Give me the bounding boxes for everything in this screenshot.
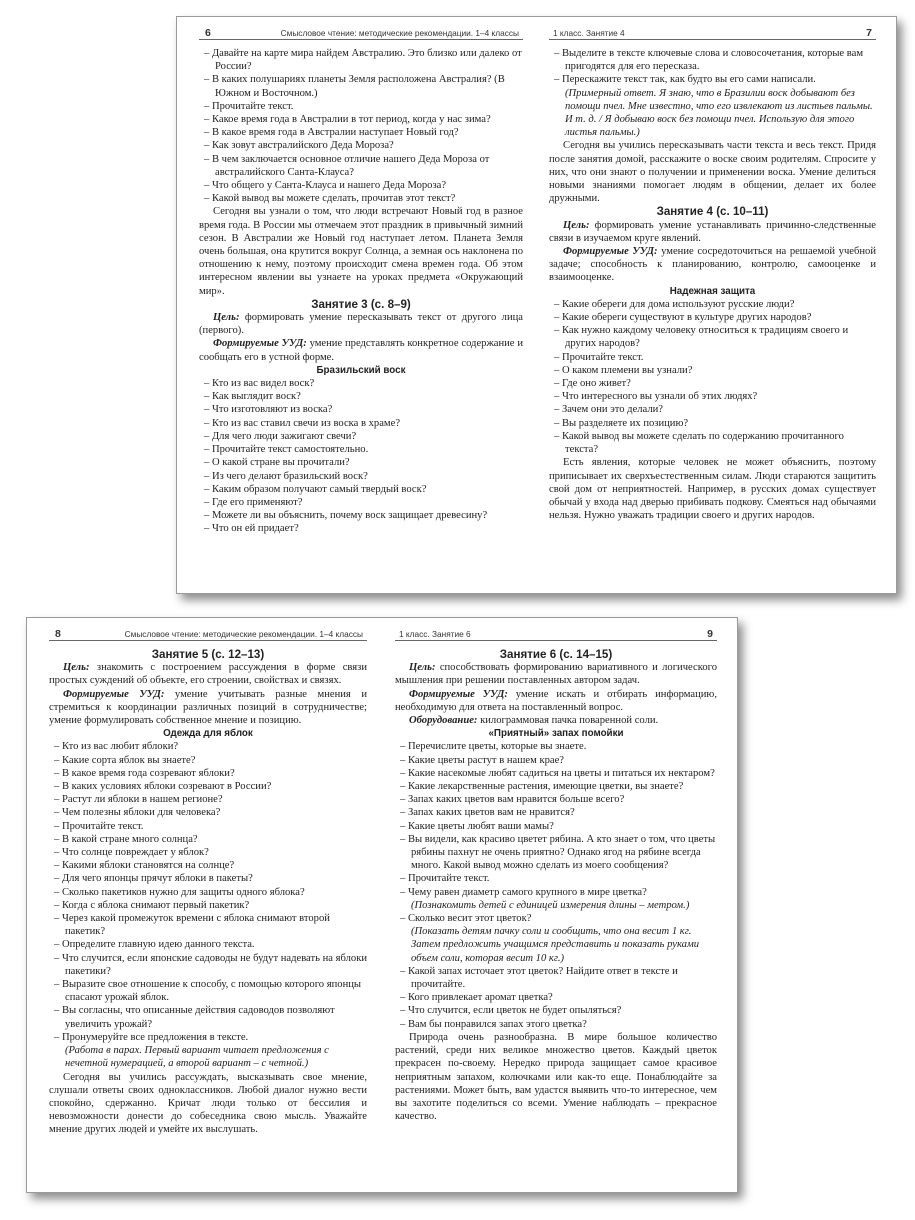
- field-label: Формируемые УУД:: [213, 338, 307, 350]
- page-body: [199, 47, 523, 536]
- question-item: – Прочитайте текст самостоятельно.: [204, 444, 369, 456]
- question-item: – В какое время года созревают яблоки?: [54, 767, 235, 779]
- question-item: – Какой вывод вы можете сделать по содержанию прочитанного текста?: [554, 430, 844, 456]
- question-item: – Какие цветы любят ваши мамы?: [400, 820, 554, 832]
- question-item: – Прочитайте текст.: [54, 820, 144, 832]
- question-item: – В чем заключается основное отличие нашего Деда Мороза от австралийского Санта-Клауса?: [204, 153, 490, 178]
- note-text: (Примерный ответ. Я знаю, что в Бразилии воск добывают без помощи пчел. Мне известно, что его извлекают из листьев пальмы. И т. д. / Я добываю воск без помощи пчел. Использую для этого листья пальмы.): [565, 87, 873, 139]
- question-item: – Какие цветы растут в нашем крае?: [400, 754, 564, 766]
- question-item: – Запах каких цветов вам не нравится?: [400, 807, 575, 819]
- lesson-field: [199, 337, 523, 363]
- question-item: – Вы разделяете их позицию?: [554, 417, 689, 429]
- field-text: умение сосредоточиться на решаемой учебной задаче; способность к планированию, контролю, самооценке и взаимооценке.: [549, 246, 876, 284]
- question-item: – Для чего люди зажигают свечи?: [204, 430, 357, 442]
- lesson-field: [549, 219, 876, 245]
- field-text: умение искать и отбирать информацию, необходимую для ответа на поставленный вопрос.: [395, 688, 717, 713]
- note-text: (Работа в парах. Первый вариант читает предложения с нечетной нумерацией, а второй вариант – с четной.): [65, 1045, 329, 1070]
- question-item: – В какой стране много солнца?: [54, 833, 198, 845]
- page-header: [549, 17, 876, 40]
- question-item: – Какой вывод вы можете сделать, прочитав этот текст?: [204, 193, 456, 205]
- page-6: [199, 17, 523, 593]
- question-item: – Можете ли вы объяснить, почему воск защищает древесину?: [204, 510, 488, 522]
- question-item: – Что случится, если цветок не будет опыляться?: [400, 1005, 622, 1017]
- lesson-field: [395, 714, 717, 727]
- note-text: (Показать детям пачку соли и сообщить, что она весит 1 кг. Затем предложить учащимся представить и показать руками объем соли, которая весит 10 кг.): [411, 926, 700, 964]
- question-item: – Какие насекомые любят садиться на цветы и питаться их нектаром?: [400, 767, 715, 779]
- lesson-heading: Занятие 6 (с. 14–15): [499, 648, 613, 661]
- question-item: – Какие лекарственные растения, имеющие цветки, вы знаете?: [400, 781, 684, 793]
- note-text: (Познакомить детей с единицей измерения длины – метром.): [411, 899, 690, 911]
- question-item: – Перескажите текст так, как будто вы его сами написали.: [554, 74, 816, 86]
- running-title: Смысловое чтение: методические рекомендации. 1–4 классы: [280, 28, 519, 38]
- question-item: – Какой запах источает этот цветок? Найдите ответ в тексте и прочитайте.: [400, 965, 678, 991]
- question-item: – Прочитайте текст.: [204, 100, 294, 112]
- lesson-field: [395, 661, 717, 687]
- page-header: [395, 618, 717, 641]
- text-title: «Приятный» запах помойки: [488, 728, 624, 740]
- lesson-heading: Занятие 3 (с. 8–9): [311, 297, 411, 311]
- field-text: формировать умение устанавливать причинно-следственные связи в изучаемом круге явлений.: [549, 219, 876, 244]
- lesson-field: [49, 661, 367, 687]
- page-number: 9: [707, 628, 713, 640]
- lesson-field: [49, 688, 367, 728]
- question-item: – В каких условиях яблоки созревают в России?: [54, 781, 272, 793]
- running-title: 1 класс. Занятие 4: [553, 28, 625, 38]
- question-item: – Кого привлекает аромат цветка?: [400, 992, 553, 1004]
- question-item: – Какие обереги для дома используют русские люди?: [554, 298, 795, 310]
- paragraph: Сегодня вы учились пересказывать части текста и весь текст. Придя после занятия домой, расскажите о воске своим родителям. Спросите у них, что они знают о получении и применении воска. Умение делиться новыми знаниями помогает людям в общении, делает их более дружными.: [549, 140, 876, 205]
- question-item: – Чем полезны яблоки для человека?: [54, 807, 221, 819]
- question-item: – Что общего у Санта-Клауса и нашего Деда Мороза?: [204, 180, 447, 192]
- paragraph: Сегодня вы узнали о том, что люди встречают Новый год в разное время года. В России мы отмечаем этот праздник в привычный зимний сезон. В Австралии же Новый год наступает летом. Планета Земля очень большая, она крутится вокруг Солнца, а земная ось наклонена по отношению к нему, поэтому происходит смена времен года. Об этом интересном явлении вы узнаете на уроках предмета «Окружающий мир».: [199, 206, 523, 297]
- page-number: 8: [55, 628, 61, 640]
- question-item: – В какое время года в Австралии наступает Новый год?: [204, 127, 459, 139]
- question-item: – Вам бы понравился запах этого цветка?: [400, 1018, 587, 1030]
- question-item: – Сколько пакетиков нужно для защиты одного яблока?: [54, 886, 305, 898]
- question-item: – Какими яблоки становятся на солнце?: [54, 860, 235, 872]
- page-9: [395, 618, 717, 1192]
- field-label: Цель:: [63, 662, 90, 674]
- text-title: Бразильский воск: [316, 364, 406, 376]
- question-item: – Когда с яблока снимают первый пакетик?: [54, 899, 250, 911]
- question-item: – Выразите свое отношение к способу, с помощью которого японцы спасают урожай яблок.: [54, 979, 362, 1004]
- page-header: [49, 618, 367, 641]
- page-body: [549, 47, 876, 522]
- question-item: – Что интересного вы узнали об этих людях?: [554, 391, 758, 403]
- question-item: – Кто из вас любит яблоки?: [54, 741, 179, 753]
- question-item: – Где оно живет?: [554, 378, 631, 390]
- text-title: Одежда для яблок: [163, 728, 253, 740]
- page-8: [49, 618, 367, 1192]
- lesson-heading: Занятие 4 (с. 10–11): [656, 205, 769, 219]
- question-item: – Прочитайте текст.: [554, 351, 644, 363]
- page-body: [395, 648, 717, 1123]
- question-item: – Вы видели, как красиво цветет рябина. А кто знает о том, что цветы рябины пахнут не очень приятно? Однако ягод на рябине всегда много. Какой вывод можно сделать из моего сообщения?: [400, 833, 716, 872]
- page-number: 6: [205, 27, 211, 39]
- field-label: Цель:: [213, 312, 240, 324]
- book-spread-pages-6-7: [176, 16, 897, 594]
- field-text: умение представлять конкретное содержание и сообщать его в устной форме.: [199, 338, 524, 363]
- page-header: [199, 17, 523, 40]
- page-7: [549, 17, 876, 593]
- question-item: – Что солнце повреждает у яблок?: [54, 847, 209, 859]
- text-title: Надежная защита: [669, 285, 756, 297]
- question-item: – Сколько весит этот цветок?: [400, 913, 532, 925]
- question-item: – Через какой промежуток времени с яблока снимают второй пакетик?: [54, 913, 330, 938]
- question-item: – О какой стране вы прочитали?: [204, 457, 350, 469]
- lesson-heading: Занятие 5 (с. 12–13): [151, 648, 265, 661]
- question-item: – О каком племени вы узнали?: [554, 364, 693, 376]
- question-item: – Запах каких цветов вам нравится больше всего?: [400, 794, 625, 806]
- question-item: – Что случится, если японские садоводы не будут надевать на яблоки пакетики?: [54, 952, 368, 977]
- question-item: – Как зовут австралийского Деда Мороза?: [204, 140, 394, 152]
- question-item: – Вы согласны, что описанные действия садоводов позволяют увеличить урожай?: [54, 1005, 335, 1030]
- lesson-field: [199, 311, 523, 337]
- book-spread-pages-8-9: [26, 617, 738, 1193]
- question-item: – Прочитайте текст.: [400, 873, 490, 885]
- question-item: – В каких полушариях планеты Земля расположена Австралия? (В Южном и Восточном.): [204, 74, 505, 99]
- question-item: – Какие обереги существуют в культуре других народов?: [554, 312, 812, 324]
- lesson-field: [549, 245, 876, 285]
- field-label: Цель:: [409, 662, 436, 674]
- running-title: Смысловое чтение: методические рекомендации. 1–4 классы: [124, 629, 363, 639]
- field-text: формировать умение пересказывать текст от другого лица (первого).: [199, 312, 523, 337]
- question-item: – Зачем они это делали?: [554, 404, 664, 416]
- field-text: способствовать формированию вариативного и логического мышления при решении поставленных автором задач.: [395, 662, 717, 687]
- lesson-field: [395, 688, 717, 714]
- field-text: килограммовая пачка поваренной соли.: [477, 715, 659, 727]
- question-item: – Какое время года в Австралии в тот период, когда у нас зима?: [204, 114, 491, 126]
- page-number: 7: [866, 27, 872, 39]
- question-item: – Растут ли яблоки в нашем регионе?: [54, 794, 223, 806]
- question-item: – Как выглядит воск?: [204, 391, 301, 403]
- field-text: знакомить с построением рассуждения в форме связи простых суждений об объекте, его строении, свойствах и связях.: [49, 662, 367, 687]
- field-label: Формируемые УУД:: [63, 688, 165, 700]
- question-item: – Перечислите цветы, которые вы знаете.: [400, 741, 587, 753]
- question-item: – Пронумеруйте все предложения в тексте.: [54, 1031, 249, 1043]
- question-item: – Выделите в тексте ключевые слова и словосочетания, которые вам пригодятся для его пересказа.: [554, 48, 864, 73]
- field-label: Формируемые УУД:: [409, 688, 508, 700]
- field-label: Оборудование:: [409, 715, 478, 727]
- running-title: 1 класс. Занятие 6: [399, 629, 471, 639]
- question-item: – Давайте на карте мира найдем Австралию. Это близко или далеко от России?: [204, 48, 522, 73]
- field-label: Формируемые УУД:: [563, 246, 658, 258]
- question-item: – Кто из вас видел воск?: [204, 378, 315, 390]
- question-item: – Что он ей придает?: [204, 523, 299, 535]
- question-item: – Чему равен диаметр самого крупного в мире цветка?: [400, 886, 647, 898]
- paragraph: Сегодня вы учились рассуждать, высказывать свое мнение, слушали ответы своих одноклассников. Любой диалог нужно вести спокойно, сдержанно. Кричат люди только от бессилия и невозможности донести до собеседника свою мысль. Уважайте мнение других людей и умейте их выслушать.: [49, 1071, 367, 1136]
- question-item: – Каким образом получают самый твердый воск?: [204, 483, 427, 495]
- paragraph: Есть явления, которые человек не может объяснить, поэтому приписывает их сверхъестественным силам. Люди стараются защитить свой дом от неприятностей. Например, в русских домах существует обычай у входа над дверью прибивать подкову. Смеяться над обычаями нельзя. Нужно уважать традиции своего и других народов.: [549, 457, 876, 522]
- field-label: Цель:: [563, 219, 590, 231]
- question-item: – Для чего японцы прячут яблоки в пакеты?: [54, 873, 253, 885]
- question-item: – Из чего делают бразильский воск?: [204, 470, 368, 482]
- question-item: – Что изготовляют из воска?: [204, 404, 333, 416]
- paragraph: Природа очень разнообразна. В мире большое количество растений, среди них великое множество цветов. Каждый цветок прекрасен по-своему. Нередко природа защищает самое красивое неприятным запахом, колючками или как-то еще. Понаблюдайте за растениями. Может быть, вам удастся выявить что-то интересное, чем вы захотите поделиться со всеми. Умение наблюдать – прекрасное качество.: [395, 1031, 717, 1123]
- field-text: умение учитывать разные мнения и стремиться к координации различных позиций в сотрудничестве; умение формулировать собственное мнение и позицию.: [49, 688, 367, 727]
- question-item: – Определите главную идею данного текста.: [54, 939, 255, 951]
- question-item: – Как нужно каждому человеку относиться к традициям своего и других народов?: [554, 325, 849, 350]
- question-item: – Кто из вас ставил свечи из воска в храме?: [204, 417, 401, 429]
- question-item: – Где его применяют?: [204, 496, 303, 508]
- page-body: [49, 648, 367, 1137]
- question-item: – Какие сорта яблок вы знаете?: [54, 754, 196, 766]
